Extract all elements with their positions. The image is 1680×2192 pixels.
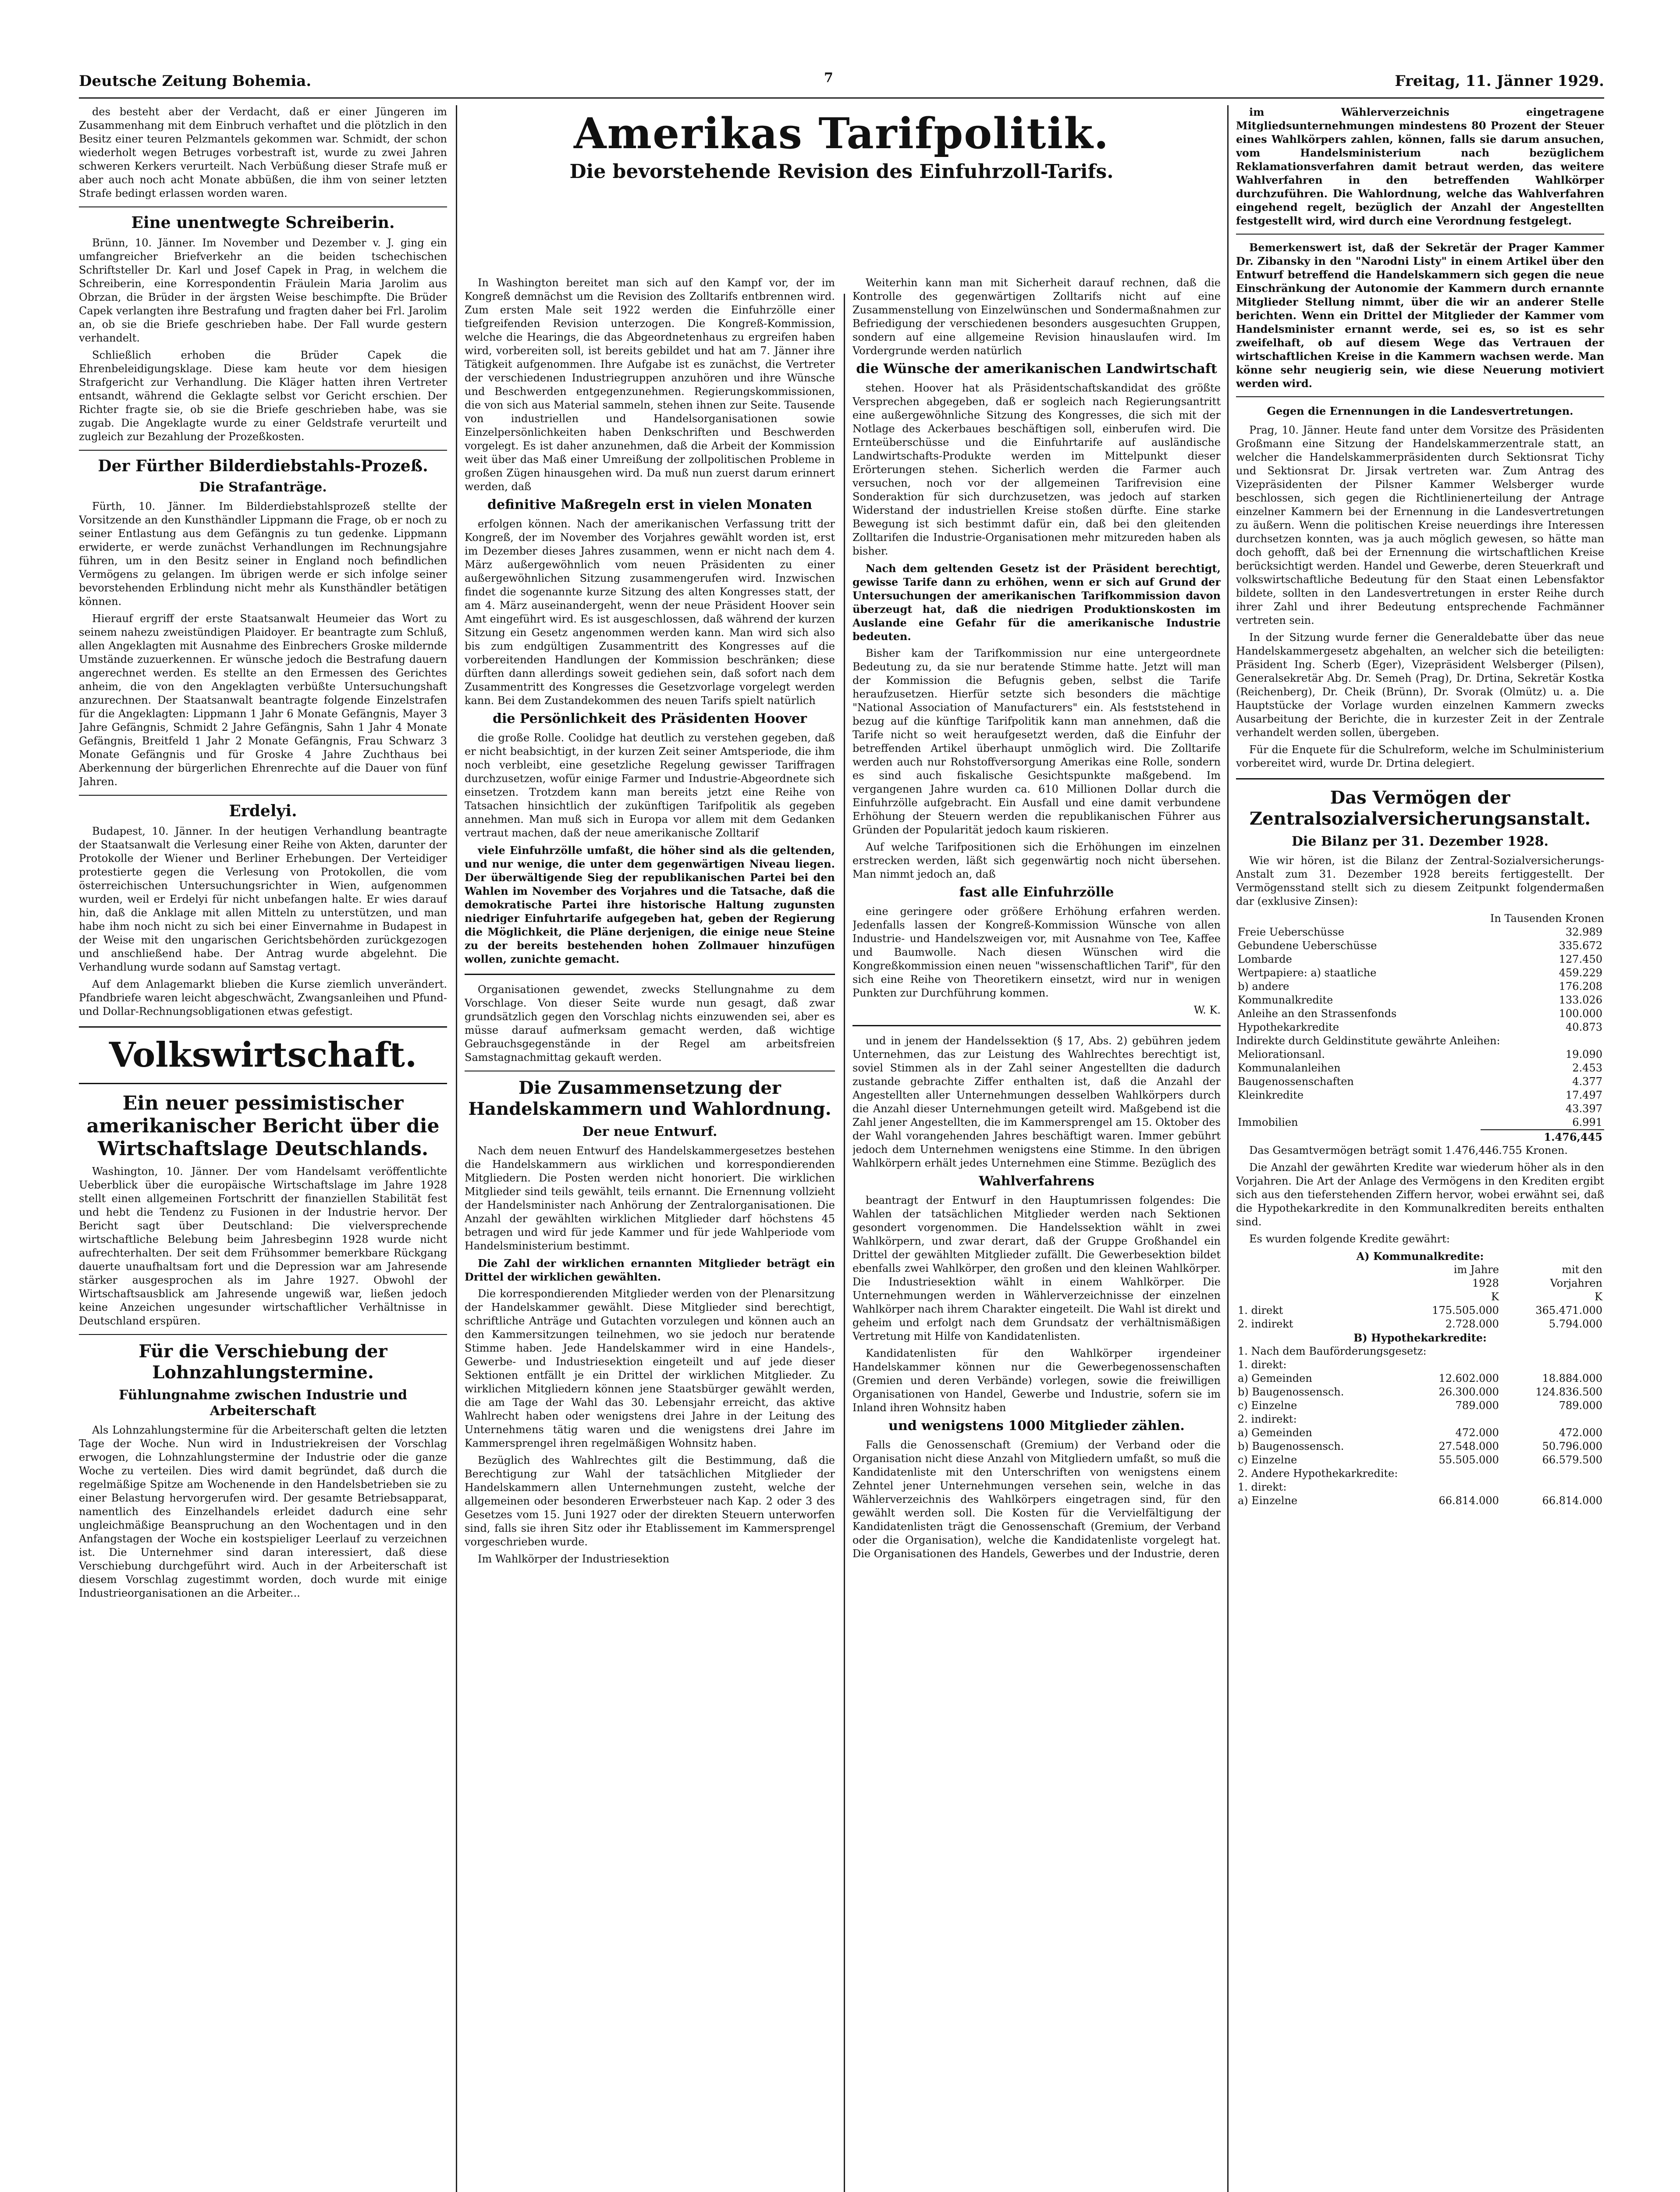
header-newspaper-name: Deutsche Zeitung Bohemia. — [79, 72, 312, 90]
article-text: Organisationen gewendet, zwecks Stellungnahme zu dem Vorschlage. Von dieser Seite wurde nun gesagt, daß zwar grundsätzlich gegen den Vorschlag nichts einzuwenden sei, aber es müsse darauf aufmerksam gemacht werden, daß wichtige Gebrauchsgegenstände in der Regel am arbeitsfreien Samstagnachmittag gekauft werden. — [465, 983, 835, 1064]
row-value-year: 472.000 — [1455, 1427, 1499, 1439]
row-label: 2. indirekt: — [1238, 1413, 1297, 1425]
headline: Für die Verschiebung der Lohnzahlungstermine. — [139, 1341, 387, 1383]
col-head: K — [1491, 1291, 1499, 1303]
headline: Das Vermögen der Zentralsozialversicherungsanstalt. — [1249, 787, 1591, 829]
table-row — [1236, 1399, 1604, 1413]
row-label: Baugenossenschaften — [1238, 1075, 1354, 1088]
col-head: Vorjahren — [1550, 1277, 1602, 1289]
subtotal: 43.397 — [1566, 1103, 1602, 1115]
row-value: 19.090 — [1566, 1048, 1602, 1060]
col-head: K — [1595, 1291, 1602, 1303]
column-2 — [465, 276, 835, 2192]
header-date: Freitag, 11. Jänner 1929. — [1395, 72, 1604, 90]
subheadline: Die Bilanz per 31. Dezember 1928. — [1292, 834, 1549, 849]
row-value-year: 26.300.000 — [1438, 1386, 1499, 1398]
row-label: Kommunalanleihen — [1238, 1062, 1341, 1074]
page-header — [79, 66, 1604, 96]
subheadline: Gegen die Ernennungen in die Landesvertretungen. — [1267, 405, 1573, 417]
article-text: Brünn, 10. Jänner. Im November und Dezember v. J. ging ein umfangreicher Briefverkehr an die beiden tschechischen Schriftsteller Dr. Karl und Josef Capek in Prag, in welchem die Schreiberin, eine Korrespondentin Fräulein Maria Jarolim aus Obrzan, die Brüder in der ärgsten Weise beschimpfte. Die Brüder Capek verlangten ihre Bestrafung und fragten daher bei Frl. Jarolim an, ob sie die Briefe geschrieben habe. Der Fall wurde gestern verhandelt. — [79, 237, 447, 344]
column-divider — [456, 105, 457, 2192]
table-row — [1236, 1048, 1604, 1061]
row-label: Meliorationsanl. — [1238, 1048, 1325, 1060]
section-title: Volkswirtschaft. — [109, 1035, 417, 1075]
header-page-number: 7 — [824, 70, 833, 85]
row-label: b) Baugenossensch. — [1238, 1386, 1344, 1398]
table-row — [1236, 953, 1604, 966]
subheadline: die Persönlichkeit des Präsidenten Hoover — [493, 711, 807, 726]
article-text: Auf welche Tarifpositionen sich die Erhöhungen im einzelnen erstrecken werden, läßt sich gegenwärtig noch nicht übersehen. Man nimmt jedoch an, daß — [852, 841, 1221, 880]
table-row — [1236, 1075, 1604, 1089]
row-label: Lombarde — [1238, 953, 1292, 965]
row-value-total: 50.796.000 — [1542, 1440, 1602, 1452]
row-label: Freie Ueberschüsse — [1238, 926, 1344, 938]
table-row — [1236, 1317, 1604, 1331]
column-1 — [79, 105, 447, 2192]
subheadline: fast alle Einfuhrzölle — [959, 885, 1114, 900]
headline: Erdelyi. — [229, 802, 297, 820]
row-value-year: 55.505.000 — [1438, 1454, 1499, 1466]
row-label: c) Einzelne — [1238, 1399, 1297, 1412]
row-label: b) andere — [1238, 980, 1289, 993]
table-row — [1236, 1440, 1604, 1453]
article-text: Bezüglich des Wahlrechtes gilt die Bestimmung, daß die Berechtigung zur Wahl der tatsächlichen Mitglieder der Handelskammern allen Unternehmungen zusteht, welche der allgemeinen oder besonderen Erwerbsteuer nach Kap. 2 oder 3 des Gesetzes vom 15. Juni 1927 oder der direkten Steuern unterworfen sind, falls sie ihren Sitz oder ihr Etablissement im Kammersprengel vorgeschrieben wurde. — [465, 1454, 835, 1548]
row-label: 1. direkt: — [1238, 1359, 1287, 1371]
table-row — [1236, 1385, 1604, 1399]
table-row — [1236, 925, 1604, 939]
article-text: Die Anzahl der gewährten Kredite war wiederum höher als in den Vorjahren. Die Art der Anlage des Vermögens in den Krediten ergibt sich aus den tieferstehenden Ziffern hervor, wobei erwähnt sei, daß die Hypothekarkredite in den Kommunalkrediten bereits enthalten sind. — [1236, 1161, 1604, 1228]
row-value-total: 5.794.000 — [1549, 1318, 1602, 1330]
table-row — [1236, 1426, 1604, 1440]
article-text-bold: Bemerkenswert ist, daß der Sekretär der Prager Kammer Dr. Zibansky in den "Narodni Listy" in einem Artikel über den Entwurf betreffend die Handelskammern sich gegen die neue Einschränkung der Autonomie der Kammern durch ernannte Mitglieder Stellung nimmt, über die wir an anderer Stelle berichten. Wenn ein Drittel der Mitglieder der Kammer vom Handelsminister ernannt werde, sei es, so ist es sehr zweifelhaft, ob auf diesem Wege das Vertrauen der wirtschaftlichen Kreise in die Kammern wachsen werde. Man könne sehr neugierig sein, wie diese Neuerung motiviert werden wird. — [1236, 241, 1604, 390]
col-head: mit den — [1562, 1263, 1602, 1276]
col-head: im Jahre — [1453, 1263, 1499, 1276]
main-headline: Amerikas Tarifpolitik. — [573, 109, 1109, 158]
table-subheading: A) Kommunalkredite: — [1356, 1250, 1484, 1263]
article-text: die große Rolle. Coolidge hat deutlich zu verstehen gegeben, daß er nicht beabsichtigt, in der kurzen Zeit seiner Amtsperiode, die ihm noch verbleibt, eine gesetzliche Regelung gewisser Tariffragen durchzusetzen, wofür einige Farmer und Industrie-Abgeordnete sich einsetzen. Trotzdem kann man bereits jetzt eine Reihe von Tatsachen hinsichtlich der zukünftigen Tarifpolitik als gegeben annehmen. Man muß sich in Europa vor allem mit dem Gedanken vertraut machen, daß der neue amerikanische Zolltarif — [465, 732, 835, 839]
article-text: Es wurden folgende Kredite gewährt: — [1249, 1233, 1450, 1245]
article-text: und in jenem der Handelssektion (§ 17, Abs. 2) gebühren jedem Unternehmen, das zur Leistung des Wahlrechtes berechtigt ist, soviel Stimmen als in der Zahl seiner Angestellten die dadurch zustande gebrachte Ziffer enthalten ist, daß die Anzahl der Angestellten aller Unternehmungen desselben Wahlkörpers durch die Anzahl dieser Unternehmungen geteilt wird. Maßgebend ist die Zahl jener Angestellten, die im Kammersprengel am 15. Oktober des der Wahl vorangehenden Jahres beschäftigt waren. Immer gebührt jedoch dem Unternehmen wenigstens eine Stimme. In den übrigen Wahlkörpern erhält jedes Unternehmen eine Stimme. Bezüglich des — [852, 1035, 1221, 1169]
indirect-loans-table — [1236, 1048, 1604, 1144]
row-value-year — [1397, 1413, 1501, 1426]
row-value-year: 2.728.000 — [1445, 1318, 1499, 1330]
article-text: Für die Enquete für die Schulreform, welche im Schulministerium vorbereitet wird, wurde Dr. Drtina delegiert. — [1236, 744, 1604, 769]
row-value-year: 12.602.000 — [1438, 1372, 1499, 1384]
article-text-bold: Nach dem geltenden Gesetz ist der Präsident berechtigt, gewisse Tarife dann zu erhöhen, wenn er sich auf Grund der Untersuchungen der amerikanischen Tarifkommission davon überzeugt hat, daß die niedrigen Produktionskosten im Auslande eine Gefahr für die amerikanische Industrie bedeuten. — [852, 562, 1221, 643]
row-label: a) Einzelne — [1238, 1495, 1298, 1507]
table-row — [1236, 1089, 1604, 1102]
subheadline: die Wünsche der amerikanischen Landwirtschaft — [856, 361, 1217, 377]
author-signature: W. K. — [1193, 1004, 1221, 1016]
article-text-bold: im Wählerverzeichnis eingetragene Mitgliedsunternehmungen mindestens 80 Prozent der Steuer eines Wahlkörpers zahlen, können, falls sie darum ansuchen, vom Handelsministerium nach bezüglichem Reklamationsverfahren damit betraut werden, das weitere Wahlverfahren in den betreffenden Wahlkörper durchzuführen. Die Wahlordnung, welche das Wahlverfahren eingehend regelt, bezüglich der Anzahl der Angestellten festgestellt wird, wird durch eine Verordnung festgelegt. — [1236, 106, 1604, 227]
table-subheading: 1. Nach dem Bauförderungsgesetz: — [1238, 1345, 1427, 1357]
row-label: 2. indirekt — [1238, 1318, 1293, 1330]
article-text: In Washington bereitet man sich auf den Kampf vor, der im Kongreß demnächst um die Revision des Zolltarifs entbrennen wird. Zum ersten Male seit 1922 werden die Einfuhrzölle einer tiefgreifenden Revision unterzogen. Die Kongreß-Kommission, welche die Hearings, die das Abgeordnetenhaus zu ergreifen haben wird, vorbereiten soll, ist bereits gebildet und hat am 7. Jänner ihre Tätigkeit aufgenommen. Ihre Aufgabe ist es zunächst, die Vertreter der verschiedenen Industriegruppen anzuhören und ihre Wünsche und Beschwerden entgegenzunehmen. Regierungskommissionen, die von sich aus Material sammeln, stehen ihnen zur Seite. Tausende von industriellen und Handelsorganisationen sowie Einzelpersönlichkeiten haben Denkschriften und Beschwerden vorgelegt. Es ist daher anzunehmen, daß die Arbeit der Kommission weit über das Maß einer Umreißung der zollpolitischen Probleme in großen Zügen hinausgehen wird. Da muß nun zuerst darum erinnert werden, daß — [465, 277, 835, 493]
row-value: 4.377 — [1572, 1075, 1602, 1088]
article-text-bold: viele Einfuhrzölle umfaßt, die höher sind als die geltenden, und nur wenige, die unter dem gegenwärtigen Niveau liegen. Der überwältigende Sieg der republikanischen Partei bei den Wahlen im November des Vorjahres und die Tatsache, daß die demokratische Partei ihre historische Haltung zugunsten niedriger Einfuhrtarife aufgegeben hat, geben der Regierung die Möglichkeit, die Pläne derjenigen, die einige neue Steine zu der bereits bestehenden hohen Zollmauer hinzufügen wollen, zunichte gemacht. — [465, 844, 835, 965]
article-text: Bisher kam der Tarifkommission nur eine untergeordnete Bedeutung zu, da sie nur beratende Stimme hatte. Jetzt will man der Kommission die Befugnis geben, selbst die Tarife heraufzusetzen. Hierfür setzte sich besonders die mächtige "National Association of Manufacturers" ein. Als festststehend in bezug auf die künftige Tarifpolitik kann man annehmen, daß die Tarife nicht so weit heraufgesetzt werden, daß die Einfuhr der betreffenden Artikel überhaupt unmöglich wird. Die Zolltarife werden auch nur Rohstoffversorgung Amerikas eine Rolle, sondern es sind auch fiskalische Gesichtspunkte maßgebend. Im vergangenen Jahre wurden ca. 610 Millionen Dollar durch die Einfuhrzölle aufgebracht. Ein Ausfall und eine damit verbundene Erhöhung der Steuern werden die republikanischen Führer aus Gründen der Popularität jedoch kaum riskieren. — [852, 647, 1221, 836]
article-text: Nach dem neuen Entwurf des Handelskammergesetzes bestehen die Handelskammern aus wirklichen und korrespondierenden Mitgliedern. Die Posten werden nicht honoriert. Die wirklichen Mitglieder sind teils gewählt, teils ernannt. Die Ernennung vollzieht der Handelsminister nach Anhörung der Zentralorganisationen. Die Anzahl der gewählten wirklichen Mitglieder darf höchstens 45 betragen und wird für jede Kammer und für jede Wahlperiode vom Handelsministerium bestimmt. — [465, 1145, 835, 1252]
article-text: Kandidatenlisten für den Wahlkörper irgendeiner Handelskammer können nur die Gewerbegenossenschaften (Gremien und deren Verbände) vorlegen, sowie die freiwilligen Organisationen von Handel, Gewerbe und Industrie, sofern sie im Inland ihren Wohnsitz haben — [852, 1347, 1221, 1414]
row-value: 100.000 — [1559, 1007, 1602, 1020]
column-divider — [1227, 105, 1229, 2192]
table-row — [1236, 1358, 1604, 1372]
row-value-total: 66.814.000 — [1542, 1495, 1602, 1507]
article-text: Im Wahlkörper der Industriesektion — [478, 1553, 670, 1565]
table-row — [1236, 1304, 1604, 1317]
table-row — [1236, 966, 1604, 980]
row-value-total: 472.000 — [1559, 1427, 1602, 1439]
row-value: 17.497 — [1566, 1089, 1602, 1101]
article-text: Falls die Genossenschaft (Gremium) der Verband oder die Organisation nicht diese Anzahl von Mitgliedern umfaßt, so muß die Kandidatenliste mit den Unterschriften von wenigstens einem Zehntel jener Unternehmungen versehen sein, welche in das Wählerverzeichnis des Wahlkörpers eingetragen sind, für den gewählt werden soll. Die Kosten für die Vervielfältigung der Kandidatenlisten trägt die Genossenschaft (Gremium, der Verband oder die Organisation), welche die Kandidatenliste vorgelegt hat. Die Organisationen des Handels, Gewerbes und der Industrie, deren — [852, 1439, 1221, 1560]
subheadline: Die Strafanträge. — [199, 480, 327, 495]
headline: Der Fürther Bilderdiebstahls-Prozeß. — [98, 457, 428, 475]
row-label: Wertpapiere: a) staatliche — [1238, 967, 1377, 979]
article-text: Budapest, 10. Jänner. In der heutigen Verhandlung beantragte der Staatsanwalt die Verlesung einer Reihe von Akten, darunter der Protokolle der Wiener und Berliner Erhebungen. Der Verteidiger protestierte gegen die Verlesung von Protokollen, die vom österreichischen Untersuchungsrichter in Wien, aufgenommen wurden, weil er Erdelyi für nicht unbefangen halte. Er wies darauf hin, daß die Anklage mit allen Mitteln zu unterstützen, und man habe ihm noch nicht zu sich bei einer Einvernahme in Budapest in der Weise mit den ungarischen Gerichtsbehörden zurückgezogen und anschließend habe. Der Antrag wurde abgelehnt. Die Verhandlung wurde sodann auf Samstag vertagt. — [79, 825, 447, 973]
column-4 — [1236, 105, 1604, 2192]
table-row — [1236, 993, 1604, 1007]
row-value: 176.208 — [1559, 980, 1602, 993]
row-value-year: 175.505.000 — [1432, 1304, 1499, 1317]
column-divider — [844, 294, 845, 2192]
col-head: 1928 — [1472, 1277, 1499, 1289]
article-text: In der Sitzung wurde ferner die Generaldebatte über das neue Handelskammergesetz abgehalten, an welcher sich die beteiligten: Präsident Ing. Scherb (Eger), Vizepräsident Welsberger (Pilsen), Generalsekretär Abg. Dr. Semeh (Prag), Dr. Drtina, Sekretär Kostka (Reichenberg), Dr. Cheik (Brünn), Dr. Svorak (Olmütz) u. a. Die Hauptstücke der Vorlage wurden einzelnen Kammern zwecks Ausarbeitung der Berichte, die in kurzester Zeit in der Zentrale verhandelt werden sollen, übergeben. — [1236, 631, 1604, 739]
row-value: 133.026 — [1559, 994, 1602, 1006]
main-headline-block — [465, 110, 1218, 194]
row-value-total: 66.579.500 — [1542, 1454, 1602, 1466]
article-text: Hierauf ergriff der erste Staatsanwalt Heumeier das Wort zu seinem nahezu zweistündigen Plaidoyer. Er beantragte zum Schluß, allen Angeklagten mit Ausnahme des Einbrechers Groske mildernde Umstände zuzuerkennen. Er wünsche jedoch die Bestrafung dauern angerechnet werden. Es stellte an den Ermessen des Gerichtes anheim, die von den Angeklagten verbüßte Untersuchungshaft anzurechnen. Der Staatsanwalt beantragte folgende Einzelstrafen für die Angeklagten: Lippmann 1 Jahr 6 Monate Gefängnis, Mayer 3 Jahre Gefängnis, Schmidt 2 Jahre Gefängnis, Sahn 1 Jahr 4 Monate Gefängnis, Breitfeld 1 Jahr 2 Monate Gefängnis, Frau Schwarz 3 Monate Gefängnis und für Groske 4 Jahre Zuchthaus bei Aberkennung der bürgerlichen Ehrenrechte auf die Dauer von fünf Jahren. — [79, 612, 447, 788]
credits-table — [1236, 1263, 1604, 1508]
article-text: Die korrespondierenden Mitglieder werden von der Plenarsitzung der Handelskammer gewählt. Diese Mitglieder sind berechtigt, schriftliche Anträge und Gutachten vorzulegen und können auch an den Kammersitzungen teilnehmen, wo sie jedoch nur beratende Stimme haben. Jede Handelskammer wird in eine Handels-, Gewerbe- und Industriesektion eingeteilt und auf jede dieser Sektionen entfällt je ein Drittel der wirklichen Mitglieder. Zu wirklichen Mitgliedern können jene Staatsbürger gewählt werden, die am Tage der Wahl das 30. Lebensjahr erreicht, das aktive Wahlrecht haben oder wenigstens drei Jahre in der Leitung des Unternehmens tätig waren und die wenigstens drei Jahre im Kammersprengel ihren regelmäßigen Wohnsitz haben. — [465, 1288, 835, 1449]
article-text: beantragt der Entwurf in den Hauptumrissen folgendes: Die Wahlen der tatsächlichen Mitglieder werden nach Sektionen gesondert vorgenommen. Die Handelssektion wählt in zwei Wahlkörpern, und zwar derart, daß der Gruppe Großhandel ein Drittel der gewählten Mitglieder zufällt. Die Gewerbesektion bildet ebenfalls zwei Wahlkörper, den großen und den kleinen Wahlkörper. Die Industriesektion wählt in einem Wahlkörper. Die Unternehmungen werden in Wählerverzeichnisse der einzelnen Wahlkörper nach ihrem Charakter eingeteilt. Die Wahl ist direkt und geheim und erfolgt nach dem Grundsatz der verhältnismäßigen Vertretung mit Hilfe von Kandidatenlisten. — [852, 1194, 1221, 1342]
row-value-total — [1501, 1413, 1604, 1426]
row-value-year — [1397, 1480, 1501, 1494]
article-text: Schließlich erhoben die Brüder Capek die Ehrenbeleidigungsklage. Diese kam heute vor dem hiesigen Strafgericht zur Verhandlung. Die Kläger hatten ihren Vertreter entsandt, während die Geklagte selbst vor Gericht erschien. Der Richter fragte sie, ob sie die Briefe geschrieben habe, was sie zugab. Die Angeklagte wurde zu einer Geldstrafe verurteilt und zugleich zur Bezahlung der Prozeßkosten. — [79, 349, 447, 443]
header-rule — [79, 97, 1604, 99]
table-row — [1236, 1453, 1604, 1467]
table-row — [1236, 1480, 1604, 1494]
row-label: 1. direkt — [1238, 1304, 1283, 1317]
row-label: Anleihe an den Strassenfonds — [1238, 1007, 1397, 1020]
article-text: Das Gesamtvermögen beträgt somit 1.476,446.755 Kronen. — [1249, 1144, 1568, 1156]
main-subheadline: Die bevorstehende Revision des Einfuhrzoll-Tarifs. — [569, 160, 1114, 183]
row-value-year: 27.548.000 — [1438, 1440, 1499, 1452]
row-value: 335.672 — [1559, 939, 1602, 952]
row-value: 40.873 — [1566, 1021, 1602, 1033]
table-subheading: 2. Andere Hypothekarkredite: — [1238, 1467, 1398, 1480]
table-subheading: Indirekte durch Geldinstitute gewährte Anleihen: — [1236, 1035, 1500, 1047]
table-row — [1236, 1372, 1604, 1385]
row-label: c) Einzelne — [1238, 1454, 1297, 1466]
article-text: Als Lohnzahlungstermine für die Arbeiterschaft gelten die letzten Tage der Woche. Nun wird in Industriekreisen der Vorschlag erwogen, die Lohnzahlungstermine der Industrie oder die ganze Woche zu verteilen. Dies wird damit begründet, daß durch die regelmäßige Spitze am Wochenende in den Handelsbetrieben sie zu einer Belastung hervorgerufen wird. Der gesamte Betriebsapparat, namentlich des Einzelhandels erleidet dadurch eine sehr ungleichmäßige Beanspruchung an den Wochentagen und in den Anfangstagen der Woche ein kostspieliger Leerlauf zu verzeichnen ist. Die Unternehmer sind daran interessiert, daß diese Verschiebung durchgeführt wird. Auch in der Arbeiterschaft ist diesem Vorschlag zugestimmt worden, doch wurde mit einige Industrieorganisationen an die Arbeiter... — [79, 1424, 447, 1599]
table-row — [1236, 1494, 1604, 1508]
article-text: Washington, 10. Jänner. Der vom Handelsamt veröffentlichte Ueberblick über die europäische Wirtschaftslage im Jahre 1928 stellt einen allgemeinen Fortschritt der finanziellen Stabilität fest und hebt die Tendenz zu Fusionen in der Industrie hervor. Der Bericht sagt über Deutschland: Die vielversprechende wirtschaftliche Belebung beim Jahresbeginn 1928 wurde nicht aufrechterhalten. Der seit dem Frühsommer bemerkbare Rückgang dauerte unaufhaltsam fort und die Depression war am Jahresende stärker ausgesprochen als im Jahre 1927. Obwohl der Wirtschaftsausblick am Jahresende ungewiß war, ließen jedoch keine Anzeichen ungesunder wirtschaftlicher Verhältnisse in Deutschland erspüren. — [79, 1165, 447, 1327]
row-value: 127.450 — [1559, 953, 1602, 965]
row-label: Kommunalkredite — [1238, 994, 1333, 1006]
row-value-total — [1501, 1480, 1604, 1494]
row-label: 1. direkt: — [1238, 1481, 1287, 1493]
table-row — [1236, 939, 1604, 953]
subheadline: Der neue Entwurf. — [582, 1124, 717, 1139]
table-row — [1236, 980, 1604, 993]
balance-table — [1236, 925, 1604, 1034]
article-text: Auf dem Anlagemarkt blieben die Kurse ziemlich unverändert. Pfandbriefe waren leicht abgeschwächt, Zwangsanleihen und Pfund- und Dollar-Rechnungsobligationen etwas gefestigt. — [79, 978, 447, 1018]
article-text: Fürth, 10. Jänner. Im Bilderdiebstahlsprozeß stellte der Vorsitzende an den Kunsthändler Lippmann die Frage, ob er noch zu seiner Entlastung aus dem Gefängnis zu tun gedenke. Lippmann erwiderte, er werde zunächst Verhandlungen im Rechnungsjahre führen, um in den Besitz seiner in England noch befindlichen Vermögens zu gelangen. Im übrigen werde er sich infolge seiner bevorstehenden Erblindung nicht mehr als Kunsthändler betätigen können. — [79, 500, 447, 608]
headline: Ein neuer pessimistischer amerikanischer Bericht über die Wirtschaftslage Deutschlands. — [86, 1092, 440, 1160]
row-value-total — [1501, 1358, 1604, 1372]
row-value: 459.229 — [1559, 967, 1602, 979]
newspaper-page — [79, 66, 1604, 2192]
row-label: b) Baugenossensch. — [1238, 1440, 1344, 1452]
subheadline: Fühlungnahme zwischen Industrie und Arbeiterschaft — [118, 1388, 407, 1419]
row-value-year — [1397, 1358, 1501, 1372]
table-row — [1236, 1021, 1604, 1034]
article-text: stehen. Hoover hat als Präsidentschaftskandidat des größte Versprechen abgegeben, daß er sogleich nach Regierungsantritt eine außergewöhnliche Sitzung des Kongresses, die sich mit der Notlage des Ackerbaues beschäftigen soll, einberufen wird. Die Ernteüberschüsse und die Einfuhrtarife auf ausländische Landwirtschafts-Produkte werden im Mittelpunkt dieser Erörterungen stehen. Sicherlich werden die Farmer auch versuchen, noch vor der allgemeinen Tarifrevision eine Sonderaktion für sich durchzusetzen, was jedoch auf starken Widerstand der industriellen Kreise stoßen dürfte. Eine starke Bewegung ist sich bestimmt dafür ein, daß bei den gleitenden Zolltarifen die Industrie-Organisationen mehr mitzureden haben als bisher. — [852, 382, 1221, 557]
article-text: Wie wir hören, ist die Bilanz der Zentral-Sozialversicherungs-Anstalt zum 31. Dezember 1928 bereits fertiggestellt. Der Vermögensstand stellt sich zu diesem Zeitpunkt folgendermaßen dar (exklusive Zinsen): — [1236, 854, 1604, 907]
row-label: Hypothekarkredite — [1238, 1021, 1339, 1033]
article-text: eine geringere oder größere Erhöhung erfahren werden. Jedenfalls lassen der Kongreß-Kommission Wünsche von allen Industrie- und Handelszweigen vor, mit Ausnahme von Tee, Kaffee und Baumwolle. Nach diesen Wünschen wird die Kongreßkommission einen neuen "wissenschaftlichen Tarif", für den sich eine Reihe von Theoretikern einsetzt, wird nur in wenigen Punkten zur Durchführung kommen. — [852, 905, 1221, 999]
row-label: a) Gemeinden — [1238, 1372, 1312, 1384]
headline: Die Zusammensetzung der Handelskammern und Wahlordnung. — [468, 1078, 831, 1119]
article-text: Prag, 10. Jänner. Heute fand unter dem Vorsitze des Präsidenten Großmann eine Sitzung der Handelskammerzentrale statt, an welcher die Handelskammerpräsidenten durch Sektionsrat Tichy und Sektionsrat Dr. Jirsak vertreten war. Zum Antrag des Vizepräsidenten der Pilsner Kammer Welsberger wurde beschlossen, sich gegen die Richtlinienerteilung der Antrage einzelner Kammern bei der Ernennung in die Landesvertretungen zu äußern. Wenn die politischen Kreise neuerdings ihre Interessen durchsetzen konnten, was ja auch möglich gewesen, so hätte man doch gehofft, daß bei der Ernennung die wirtschaftlichen Kreise berücksichtigt werden. Handel und Gewerbe, deren Steuerkraft und volkswirtschaftliche Bedeutung für den Staat einen Lebensfaktor bildete, sollten in den Landesvertretungen in erster Reihe durch ihrer Zahl und ihrer Bedeutung entsprechende Fachmänner vertreten sein. — [1236, 424, 1604, 626]
grand-total: 1.476,445 — [1481, 1130, 1604, 1144]
headline: Eine unentwegte Schreiberin. — [131, 214, 395, 232]
row-label: a) Gemeinden — [1238, 1427, 1312, 1439]
table-row — [1236, 1413, 1604, 1426]
row-label: Immobilien — [1238, 1116, 1298, 1128]
row-value: 32.989 — [1566, 926, 1602, 938]
table-row — [1236, 1007, 1604, 1021]
row-value-year: 789.000 — [1455, 1399, 1499, 1412]
table-row — [1236, 1061, 1604, 1075]
article-text: erfolgen können. Nach der amerikanischen Verfassung tritt der Kongreß, der im November des Vorjahres gewählt worden ist, erst im Dezember dieses Jahres zusammen, wenn er nicht nach dem 4. März außergewöhnlich vom neuen Präsidenten zu einer außergewöhnlichen Sitzung zusammengerufen wird. Inzwischen findet die sogenannte kurze Sitzung des alten Kongresses statt, der am 4. März auseinandergeht, wenn der neue Präsident Hoover sein Amt eingeführt wird. Es ist ausgeschlossen, daß während der kurzen Sitzung ein Gesetz angenommen werden kann. Man wird sich also bis zum endgültigen Zusammentritt des Kongresses auf die vorbereitenden Handlungen der Kommission beschränken; diese dürften dann allerdings soweit gediehen sein, daß sofort nach dem Zusammentritt des Kongresses die Gesetzvorlage vorgelegt werden kann. Bei dem Zustandekommen des neuen Tarifs spielt natürlich — [465, 518, 835, 707]
row-value-total: 789.000 — [1559, 1399, 1602, 1412]
row-label: Kleinkredite — [1238, 1089, 1304, 1101]
table-subheading: B) Hypothekarkredite: — [1353, 1331, 1487, 1344]
column-3 — [852, 276, 1221, 2192]
row-value: 2.453 — [1572, 1062, 1602, 1074]
article-text: Weiterhin kann man mit Sicherheit darauf rechnen, daß die Kontrolle des gegenwärtigen Zolltarifs nicht auf eine Zusammenstellung von Einzelwünschen und Sondermaßnahmen zur Befriedigung der verschiedenen besonders ausgesuchten Gruppen, sondern auf eine allgemeine Revision hinauslaufen wird. Im Vordergrunde werden natürlich — [852, 277, 1221, 357]
row-label: Gebundene Ueberschüsse — [1238, 939, 1377, 952]
row-value-total: 365.471.000 — [1535, 1304, 1602, 1317]
row-value: 6.991 — [1572, 1116, 1602, 1128]
subheadline: definitive Maßregeln erst in vielen Monaten — [487, 497, 812, 512]
subheadline: Wahlverfahrens — [979, 1174, 1094, 1189]
row-value-total: 18.884.000 — [1542, 1372, 1602, 1384]
row-value-year: 66.814.000 — [1438, 1495, 1499, 1507]
article-text: des besteht aber der Verdacht, daß er einer Jüngeren im Zusammenhang mit dem Einbruch verhaftet und die plötzlich in den Besitz einer teuren Pelzmantels gekommen war. Schmidt, der schon wiederholt wegen Betruges vorbestraft ist, wurde zu zwei Jahren schweren Kerkers verurteilt. Nach Verbüßung dieser Strafe muß er aber auch noch acht Monate abbüßen, die ihm von seiner letzten Strafe bedingt erlassen worden waren. — [79, 106, 447, 199]
row-value-total: 124.836.500 — [1535, 1386, 1602, 1398]
article-text-bold: Die Zahl der wirklichen ernannten Mitglieder beträgt ein Drittel der wirklichen gewählten. — [465, 1257, 835, 1283]
subheadline: und wenigstens 1000 Mitglieder zählen. — [888, 1418, 1185, 1434]
table-unit: In Tausenden Kronen — [1490, 912, 1604, 925]
